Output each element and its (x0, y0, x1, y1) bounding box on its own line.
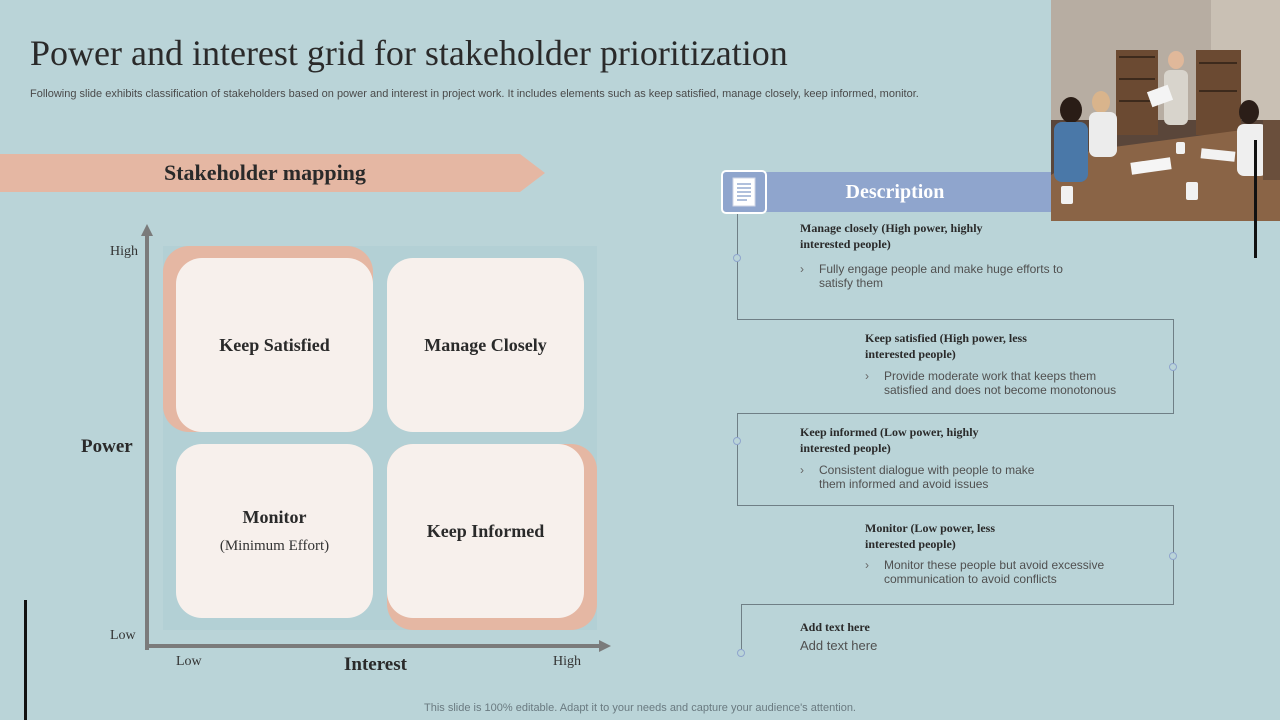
chevron-right-icon: › (865, 369, 869, 383)
x-axis-low-label: Low (176, 654, 202, 669)
y-axis-title: Power (81, 436, 133, 457)
connector-dot (733, 437, 741, 445)
y-axis-high-label: High (110, 244, 138, 259)
chevron-right-icon: › (865, 558, 869, 572)
x-axis-title: Interest (344, 654, 407, 675)
description-item-title: Manage closely (High power, highly interested people) (800, 221, 983, 251)
description-item-bullet: › Monitor these people but avoid excessive communication to avoid conflicts (865, 558, 1105, 586)
connector-line (741, 604, 742, 652)
page-subtitle: Following slide exhibits classification of stakeholders based on power and interest in project work. It includes elements such as keep satisfied, manage closely, keep informed, monitor. (30, 88, 919, 100)
connector-line (741, 604, 1174, 605)
connector-dot (1169, 552, 1177, 560)
description-header-label: Description (845, 181, 945, 203)
quadrant-title: Monitor (242, 507, 307, 527)
description-item-title: Keep satisfied (High power, less interested people) (865, 331, 1027, 361)
chevron-right-icon: › (800, 262, 804, 276)
page-title: Power and interest grid for stakeholder prioritization (30, 33, 788, 73)
quadrant-manage-closely (387, 258, 584, 432)
meeting-photo (1051, 0, 1280, 221)
quadrant-title: Manage Closely (424, 334, 547, 355)
description-item-title: Monitor (Low power, less interested people) (865, 521, 995, 551)
connector-dot (737, 649, 745, 657)
quadrant-monitor (176, 444, 373, 618)
connector-dot (733, 254, 741, 262)
y-axis-low-label: Low (110, 628, 136, 643)
quadrant-title: Keep Informed (426, 520, 545, 541)
description-item-bullet: › Consistent dialogue with people to make them informed and avoid issues (800, 463, 1035, 491)
mapping-banner-label: Stakeholder mapping (164, 160, 366, 185)
y-axis-arrow (141, 224, 153, 236)
accent-bar (1254, 140, 1257, 258)
connector-dot (1169, 363, 1177, 371)
description-item-title: Keep informed (Low power, highly interested people) (800, 425, 979, 455)
x-axis-arrow (599, 640, 611, 652)
description-item-title: Add text here (800, 620, 870, 634)
connector-line (737, 319, 1174, 320)
y-axis (145, 232, 149, 650)
connector-line (737, 505, 1174, 506)
chevron-right-icon: › (800, 463, 804, 477)
connector-line (737, 413, 1174, 414)
x-axis-high-label: High (553, 654, 581, 669)
footer-note: This slide is 100% editable. Adapt it to your needs and capture your audience's attention. (424, 702, 856, 714)
description-item-text: Add text here (800, 638, 878, 653)
description-item-bullet: › Fully engage people and make huge efforts to satisfy them (800, 262, 1063, 290)
x-axis (145, 644, 601, 648)
quadrant-subtitle: (Minimum Effort) (219, 538, 330, 554)
connector-line (737, 214, 738, 320)
document-icon (721, 170, 767, 214)
quadrant-title: Keep Satisfied (219, 334, 330, 355)
quadrant-keep-informed (387, 444, 584, 618)
connector-line (737, 413, 738, 506)
description-item-bullet: › Provide moderate work that keeps them satisfied and does not become monotonous (865, 369, 1117, 397)
quadrant-keep-satisfied (176, 258, 373, 432)
